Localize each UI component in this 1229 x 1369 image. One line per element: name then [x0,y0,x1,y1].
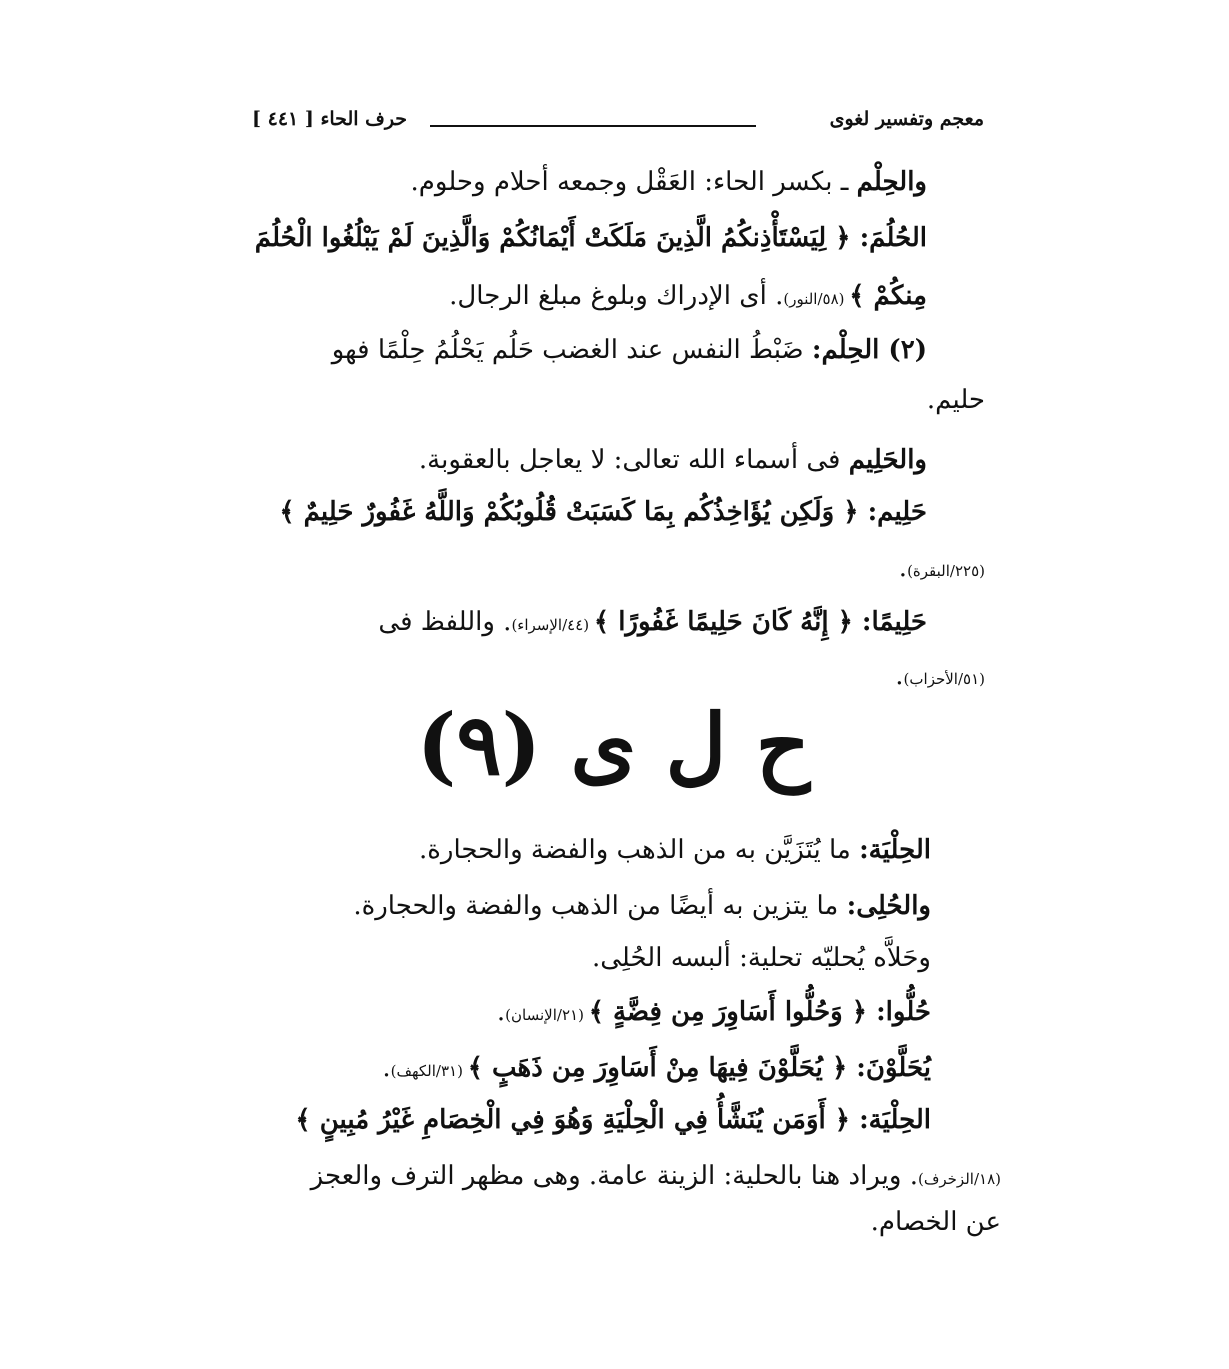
entry-line [449,276,927,319]
entry-line [311,1156,1001,1199]
quran-verse: ﴿ لِيَسْتَأْذِنكُمُ الَّذِينَ مَلَكَتْ أَيْمَانُكُمْ وَالَّذِينَ لَمْ يَبْلُغُوا الْحُلُمَ [254,223,860,253]
entry-headword: الحِلْم: [811,335,889,365]
entry-headword: والحُلِى: [846,891,931,921]
entry-line [353,886,931,926]
entry-text: ضَبْطُ النفس عند الغضب حَلُم يَحْلُمُ حِلْمًا فهو [331,335,812,365]
entry-headword: حَلِيمًا: [861,607,927,637]
entry-text: . واللفظ فى [378,607,512,637]
entry-text: . [898,553,908,583]
entry-line [419,440,927,480]
entry-line [497,992,931,1035]
entry-text: ـ بكسر الحاء: العَقْل وجمعه أحلام وحلوم. [410,167,857,197]
verse-reference: (٥٨/النور) [783,290,850,308]
running-header [252,108,984,140]
entry-text: . [496,997,506,1027]
book-title: معجم وتفسير لغوى [829,108,984,130]
entry-headword: حُلُّوا: [876,997,931,1027]
quran-verse: ﴿ يُحَلَّوْنَ فِيهَا مِنْ أَسَاوِرَ مِن ذَهَبٍ ﴾ [467,1053,857,1083]
entry-headword: الحِلْيَة: [859,835,931,865]
root-section-title: ح ل ى (٩) [416,695,810,794]
verse-reference: (٥١/الأحزاب) [903,670,985,688]
entry-line [279,492,927,532]
entry-headword: والحَلِيم [848,445,927,475]
quran-verse: ﴿ إِنَّهُ كَانَ حَلِيمًا غَفُورًا ﴾ [593,607,862,637]
entry-line [411,162,927,202]
entry-text: عن الخصام. [870,1207,1001,1237]
verse-reference: (٢٢٥/البقرة) [907,562,985,580]
entry-text: . [382,1053,391,1083]
verse-reference: (٢١/الإنسان) [505,1006,589,1024]
entry-line [899,548,985,591]
quran-verse: مِنكُمْ ﴾ [849,281,927,311]
quran-verse: ﴿ وَلَكِن يُؤَاخِذُكُم بِمَا كَسَبَتْ قُلُوبُكُمْ وَاللَّهُ غَفُورٌ حَلِيمٌ ﴾ [279,497,868,527]
entry-line [382,1048,931,1091]
entry-line [255,218,927,258]
entry-line [419,830,931,870]
verse-reference: (٣١/الكهف) [390,1062,468,1080]
entry-text: ما يُتَزَيَّن به من الذهب والفضة والحجارة. [419,835,860,865]
header-rule [430,125,756,127]
entry-line [592,938,931,978]
entry-headword: الحِلْيَة: [859,1105,931,1135]
verse-reference: (٤٤/الإسراء) [511,616,594,634]
entry-line [332,330,927,370]
entry-headword: والحِلْم [856,167,927,197]
entry-text: . أى الإدراك وبلوغ مبلغ الرجال. [449,281,784,311]
entry-line [895,656,985,699]
chapter-label: حرف الحاء [ ٤٤١ ] [252,108,408,130]
entry-number: (٢) [888,335,927,365]
quran-verse: ﴿ وَحُلُّوا أَسَاوِرَ مِن فِضَّةٍ ﴾ [588,997,877,1027]
entry-line [378,602,927,645]
entry-headword: الحُلُمَ: [859,223,927,253]
verse-reference: (١٨/الزخرف) [917,1170,1001,1188]
entry-text: . ويراد هنا بالحلية: الزينة عامة. وهى مظهر الترف والعجز [310,1161,918,1191]
entry-line [871,1202,1001,1242]
entry-text: وحَلاَّه يُحليّه تحلية: ألبسه الحُلِى. [591,943,931,973]
entry-headword: يُحَلَّوْنَ: [856,1053,931,1083]
quran-verse: ﴿ أَوَمَن يُنَشَّأُ فِي الْحِلْيَةِ وَهُوَ فِي الْخِصَامِ غَيْرُ مُبِينٍ ﴾ [295,1105,860,1135]
entry-text: ما يتزين به أيضًا من الذهب والفضة والحجارة. [353,891,847,921]
entry-line [927,380,985,420]
entry-text: حليم. [926,385,985,415]
entry-text: . [895,661,904,691]
entry-headword: حَلِيم: [867,497,927,527]
entry-text: فى أسماء الله تعالى: لا يعاجل بالعقوبة. [418,445,849,475]
entry-line [295,1100,931,1140]
